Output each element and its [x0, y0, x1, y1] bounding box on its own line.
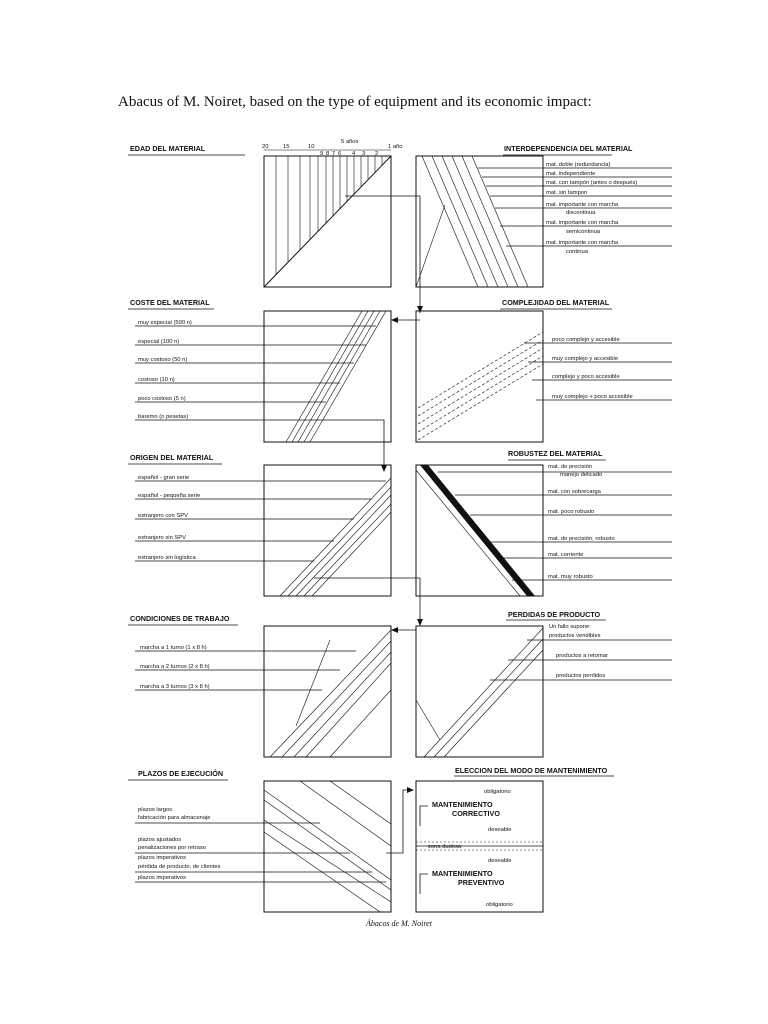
- edad-tick-4: 4: [352, 151, 356, 157]
- panel-interdependencia-title: INTERDEPENDENCIA DEL MATERIAL: [504, 144, 633, 153]
- panel-edad-hatching: [264, 156, 391, 287]
- panel-coste-title: COSTE DEL MATERIAL: [130, 298, 210, 307]
- panel-edad-title: EDAD DEL MATERIAL: [130, 144, 206, 153]
- panel-perdidas-box: [416, 626, 543, 757]
- panel-complejidad-hatching: [418, 332, 543, 440]
- interdependencia-label: mat. importante con marcha: [546, 202, 619, 208]
- condiciones-label: marcha a 1 turno (1 x 8 h): [140, 645, 207, 651]
- panel-interdependencia-hatching: [416, 156, 528, 287]
- panel-complejidad-title: COMPLEJIDAD DEL MATERIAL: [502, 298, 610, 307]
- edad-tick-7: 7: [332, 151, 336, 157]
- origen-label: extranjero sin logística: [138, 555, 196, 561]
- edad-tick-1: 1 año: [388, 144, 403, 150]
- eleccion-label: obligatorio: [486, 902, 513, 908]
- panel-plazos-hatching: [264, 781, 391, 912]
- condiciones-label: marcha a 3 turnos (3 x 8 h): [140, 684, 210, 690]
- edad-tick-6: 6: [338, 151, 342, 157]
- eleccion-label: obligatorio: [484, 789, 511, 795]
- coste-label: muy especial (500 n): [138, 320, 192, 326]
- eleccion-label: deseable: [488, 827, 512, 833]
- complejidad-label: complejo y poco accesible: [552, 374, 620, 380]
- edad-tick-2: 2: [375, 151, 379, 157]
- condiciones-label: marcha a 2 turnos (2 x 8 h): [140, 664, 210, 670]
- robustez-labels: [548, 464, 615, 580]
- coste-label: especial (100 n): [138, 339, 180, 345]
- coste-label: muy costoso (50 n): [138, 357, 188, 363]
- panel-condiciones-title: CONDICIONES DE TRABAJO: [130, 614, 230, 623]
- edad-tick-15: 15: [283, 144, 290, 150]
- edad-tick-labels: [262, 139, 403, 157]
- interdependencia-label: mat. importante con marcha: [546, 240, 619, 246]
- edad-tick-3: 3: [362, 151, 366, 157]
- plazos-label: fabricación para almacenaje: [138, 815, 211, 821]
- plazos-label: pérdida de producto, de clientes: [138, 864, 221, 870]
- interdependencia-label: mat. independiente: [546, 171, 596, 177]
- panel-eleccion-title: ELECCION DEL MODO DE MANTENIMIENTO: [455, 766, 608, 775]
- eleccion-label: MANTENIMIENTO: [432, 800, 493, 809]
- eleccion-labels: [428, 789, 513, 908]
- interdependencia-label: mat. doble (redundancia): [546, 162, 611, 168]
- plazos-labels: [138, 807, 221, 881]
- plazos-label: plazos largos: [138, 807, 173, 813]
- origen-label: extranjero sin SPV: [138, 535, 187, 541]
- panel-complejidad-box: [416, 311, 543, 442]
- interdependencia-label: mat. sin tampon: [546, 190, 588, 196]
- robustez-label: mat. de precisión, robusto: [548, 536, 615, 542]
- plazos-label: plazos ajustados: [138, 837, 182, 843]
- eleccion-label: zona dudosa: [428, 844, 462, 850]
- panel-origen-box: [264, 465, 391, 596]
- eleccion-label: deseable: [488, 858, 512, 864]
- edad-tick-9: 9: [320, 151, 324, 157]
- plazos-label: plazos imperativos: [138, 875, 187, 881]
- condiciones-labels: [140, 645, 210, 690]
- eleccion-label: MANTENIMIENTO: [432, 869, 493, 878]
- panel-robustez-hatching: [416, 465, 535, 596]
- page-caption: Abacus of M. Noiret, based on the type of equipment and its economic impact:: [118, 94, 592, 110]
- coste-label: baremo (n pesetas): [138, 414, 189, 420]
- origen-label: extranjero con SPV: [138, 513, 188, 519]
- origen-label: español - pequeña serie: [138, 493, 201, 499]
- panel-perdidas-hatching: [416, 628, 543, 757]
- robustez-label: mat. de precisión: [548, 464, 593, 470]
- origen-labels: [138, 475, 200, 561]
- robustez-label: mat. con sobrecarga: [548, 489, 601, 495]
- edad-tick-5: 5 años: [341, 139, 359, 145]
- edad-tick-10: 10: [308, 144, 315, 150]
- perdidas-labels: [549, 624, 608, 679]
- edad-tick-20: 20: [262, 144, 269, 150]
- complejidad-label: poco complejo y accesible: [552, 337, 620, 343]
- eleccion-label: PREVENTIVO: [458, 878, 505, 887]
- coste-label: poco costoso (5 n): [138, 396, 186, 402]
- plazos-label: penalizaciones por retraso: [138, 845, 206, 851]
- interdependencia-label: mat. con tampón (antes o después): [546, 180, 638, 186]
- robustez-label: manejo delicado: [560, 472, 603, 478]
- perdidas-label: productos a retomar: [556, 653, 608, 659]
- coste-labels: [138, 320, 192, 420]
- origen-label: español - gran serie: [138, 475, 190, 481]
- panel-condiciones-hatching: [270, 630, 391, 757]
- perdidas-label: productos perdidos: [556, 673, 606, 679]
- coste-label: costoso (10 n): [138, 377, 175, 383]
- interdependencia-label: semicontinua: [566, 229, 601, 235]
- plazos-label: plazos imperativos: [138, 855, 187, 861]
- panel-coste-box: [264, 311, 391, 442]
- panel-origen-title: ORIGEN DEL MATERIAL: [130, 453, 214, 462]
- edad-tick-8: 8: [326, 151, 330, 157]
- eleccion-label: CORRECTIVO: [452, 809, 500, 818]
- diagram-footer: Ábacos de M. Noiret: [366, 919, 432, 928]
- interdependencia-label: continua: [566, 249, 588, 255]
- panel-robustez-title: ROBUSTEZ DEL MATERIAL: [508, 449, 603, 458]
- complejidad-label: muy complejo y accesible: [552, 356, 619, 362]
- robustez-label: mat. muy robusto: [548, 574, 593, 580]
- panel-coste-hatching: [286, 311, 386, 442]
- complejidad-labels: [552, 337, 633, 400]
- interdependencia-label: discontinua: [566, 210, 596, 216]
- panel-plazos-title: PLAZOS DE EJECUCIÓN: [138, 769, 224, 778]
- complejidad-label: muy complejo + poco accesible: [552, 394, 633, 400]
- panel-perdidas-title: PERDIDAS DE PRODUCTO: [508, 610, 601, 619]
- interdependencia-label: mat. importante con marcha: [546, 220, 619, 226]
- robustez-label: mat. poco robusto: [548, 509, 595, 515]
- perdidas-label: productos vendibles: [549, 633, 601, 639]
- interdependencia-labels: [546, 162, 637, 255]
- perdidas-label: Un fallo supone:: [549, 624, 591, 630]
- robustez-label: mat. corriente: [548, 552, 584, 558]
